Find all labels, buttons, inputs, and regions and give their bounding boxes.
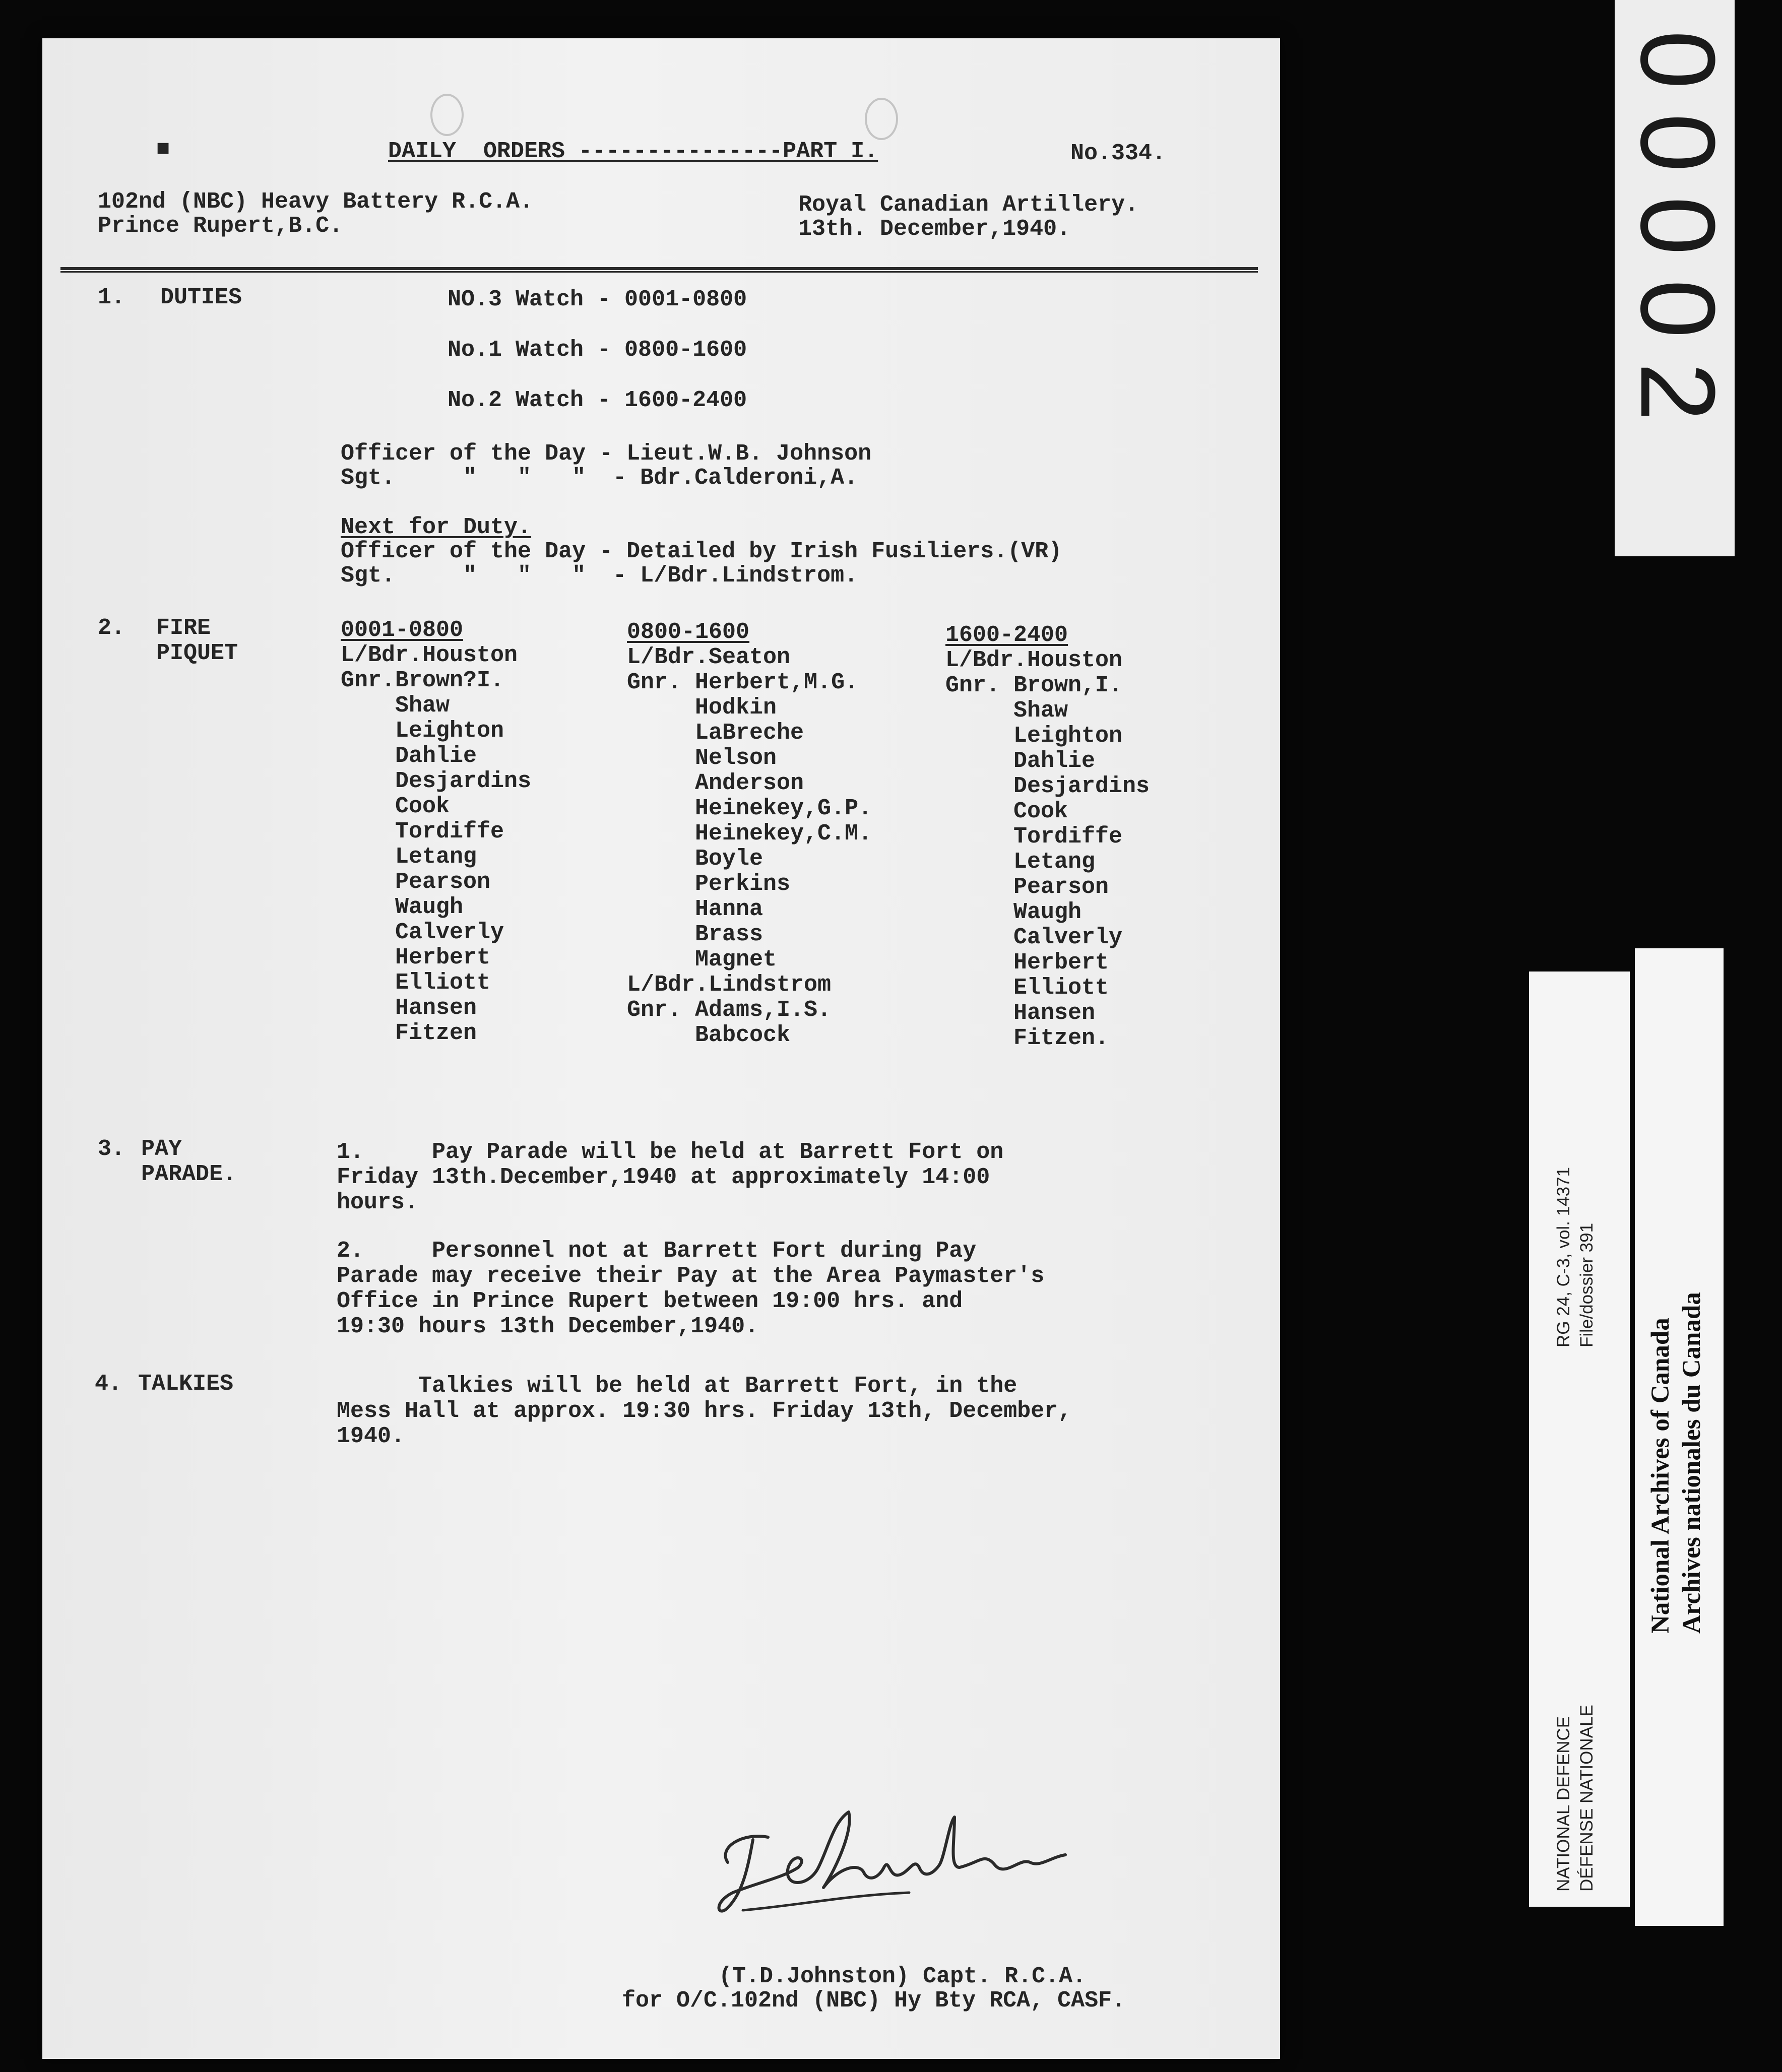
list-item: Heinekey,G.P. xyxy=(627,796,872,821)
list-item: L/Bdr.Seaton xyxy=(627,644,791,670)
list-item: Waugh xyxy=(341,894,464,920)
list-item: Heinekey,C.M. xyxy=(627,821,872,847)
paragraph-line: Talkies will be held at Barrett Fort, in the xyxy=(337,1373,1017,1399)
section-number: 2. xyxy=(98,615,125,641)
section-heading: PIQUET xyxy=(156,640,238,666)
list-item: Gnr. Brown,I. xyxy=(945,673,1123,698)
reference-line-2: File/dossier 391 xyxy=(1577,1222,1597,1347)
list-item: Tordiffe xyxy=(341,819,504,845)
list-item: Magnet xyxy=(627,947,777,973)
unit-location: Prince Rupert,B.C. xyxy=(98,213,343,239)
section-heading: PARADE. xyxy=(141,1161,237,1187)
list-item: Letang xyxy=(945,849,1096,875)
paragraph-line: Friday 13th.December,1940 at approximately 14:00 xyxy=(337,1164,990,1190)
list-item: Hodkin xyxy=(627,695,777,721)
document-title: DAILY ORDERS ---------------PART I. xyxy=(388,139,878,164)
paragraph-line: hours. xyxy=(337,1190,419,1215)
list-item: Cook xyxy=(945,799,1068,824)
next-officer-of-day: Officer of the Day - Detailed by Irish Fusiliers.(VR) xyxy=(341,539,1062,564)
list-item: Pearson xyxy=(945,874,1109,900)
list-item: Gnr.Brown?I. xyxy=(341,668,504,693)
list-item: Tordiffe xyxy=(945,824,1123,850)
document-page xyxy=(42,38,1280,2059)
list-item: Boyle xyxy=(627,846,763,872)
piquet-list-col2 xyxy=(627,645,872,1048)
next-for-duty-heading: Next for Duty. xyxy=(341,514,532,540)
national-archives-label xyxy=(1635,948,1724,1926)
section-number: 4. xyxy=(95,1371,122,1397)
list-item: Letang xyxy=(341,844,477,870)
paragraph-line: Parade may receive their Pay at the Area Paymaster's xyxy=(337,1263,1045,1289)
national-archives-fr: Archives nationales du Canada xyxy=(1678,1292,1706,1634)
list-item: Gnr. Herbert,M.G. xyxy=(627,670,859,695)
list-item: Shaw xyxy=(945,698,1068,724)
list-item: Pearson xyxy=(341,869,491,895)
list-item: Desjardins xyxy=(945,773,1150,799)
section-heading: FIRE xyxy=(156,615,211,641)
unit-name: 102nd (NBC) Heavy Battery R.C.A. xyxy=(98,189,534,215)
paragraph-line: 2. Personnel not at Barrett Fort during Pay xyxy=(337,1238,977,1264)
list-item: Fitzen xyxy=(341,1020,477,1046)
section-heading: TALKIES xyxy=(138,1371,234,1397)
header-rule xyxy=(60,267,1258,270)
list-item: Elliott xyxy=(341,970,491,996)
list-item: Herbert xyxy=(945,950,1109,976)
signature-name: (T.D.Johnston) Capt. R.C.A. xyxy=(719,1964,1087,1989)
list-item: Fitzen. xyxy=(945,1025,1109,1051)
list-item: Hanna xyxy=(627,896,763,922)
list-item: Hansen xyxy=(945,1000,1096,1026)
national-defence-fr: DÉFENSE NATIONALE xyxy=(1577,1705,1597,1892)
list-item: Nelson xyxy=(627,745,777,771)
list-item: Anderson xyxy=(627,770,804,796)
list-item: Brass xyxy=(627,922,763,947)
piquet-time-col2: 0800-1600 xyxy=(627,619,750,645)
list-item: Calverly xyxy=(945,925,1123,950)
list-item: Shaw xyxy=(341,693,450,719)
list-item: Elliott xyxy=(945,975,1109,1001)
section-number: 3. xyxy=(98,1136,125,1162)
section-heading: DUTIES xyxy=(160,285,242,310)
paragraph-line: Office in Prince Rupert between 19:00 hrs. and xyxy=(337,1288,963,1314)
list-item: Herbert xyxy=(341,945,491,970)
paragraph-line: Mess Hall at approx. 19:30 hrs. Friday 13th, December, xyxy=(337,1398,1072,1424)
list-item: Hansen xyxy=(341,995,477,1021)
header-rule-2 xyxy=(60,271,1258,273)
list-item: Dahlie xyxy=(945,748,1096,774)
list-item: Waugh xyxy=(945,899,1082,925)
piquet-list-col1 xyxy=(341,643,531,1046)
section-heading: PAY xyxy=(141,1136,182,1162)
watch-line: No.1 Watch - 0800-1600 xyxy=(448,337,747,363)
list-item: Dahlie xyxy=(341,743,477,769)
next-sergeant-of-day: Sgt. " " " - L/Bdr.Lindstrom. xyxy=(341,563,858,589)
list-item: L/Bdr.Houston xyxy=(341,642,518,668)
piquet-list-col3 xyxy=(945,648,1150,1051)
list-item: Gnr. Adams,I.S. xyxy=(627,997,832,1023)
list-item: Cook xyxy=(341,794,450,819)
list-item: Babcock xyxy=(627,1022,791,1048)
list-item: L/Bdr.Houston xyxy=(945,648,1123,673)
section-number: 1. xyxy=(98,285,125,310)
watch-line: NO.3 Watch - 0001-0800 xyxy=(448,287,747,312)
bullet-mark: ■ xyxy=(156,137,170,162)
punch-hole-left xyxy=(430,94,464,136)
list-item: Desjardins xyxy=(341,768,532,794)
watch-line: No.2 Watch - 1600-2400 xyxy=(448,387,747,413)
national-defence-en: NATIONAL DEFENCE xyxy=(1554,1716,1573,1892)
paragraph-line: 1940. xyxy=(337,1423,405,1449)
piquet-time-col1: 0001-0800 xyxy=(341,617,464,643)
list-item: L/Bdr.Lindstrom xyxy=(627,972,832,998)
corps-name: Royal Canadian Artillery. xyxy=(798,192,1139,218)
national-archives-en: National Archives of Canada xyxy=(1646,1318,1675,1634)
paragraph-line: 19:30 hours 13th December,1940. xyxy=(337,1314,759,1339)
piquet-time-col3: 1600-2400 xyxy=(945,622,1068,648)
order-date: 13th. December,1940. xyxy=(798,216,1071,242)
order-number: No.334. xyxy=(1070,141,1166,166)
frame-number: 00002 xyxy=(1619,30,1737,445)
sergeant-of-day: Sgt. " " " - Bdr.Calderoni,A. xyxy=(341,465,858,491)
list-item: Perkins xyxy=(627,871,791,897)
list-item: Leighton xyxy=(341,718,504,744)
national-defence-label xyxy=(1529,972,1630,1907)
list-item: Leighton xyxy=(945,723,1123,749)
list-item: LaBreche xyxy=(627,720,804,746)
list-item: Calverly xyxy=(341,920,504,945)
officer-of-day: Officer of the Day - Lieut.W.B. Johnson xyxy=(341,441,872,467)
paragraph-line: 1. Pay Parade will be held at Barrett Fort on xyxy=(337,1139,1004,1165)
signature-for-line: for O/C.102nd (NBC) Hy Bty RCA, CASF. xyxy=(622,1988,1126,2014)
punch-hole-right xyxy=(865,98,898,140)
frame-number-strip xyxy=(1615,0,1735,556)
reference-line-1: RG 24, C-3, vol. 14371 xyxy=(1554,1167,1573,1347)
handwritten-signature xyxy=(697,1792,1091,1923)
